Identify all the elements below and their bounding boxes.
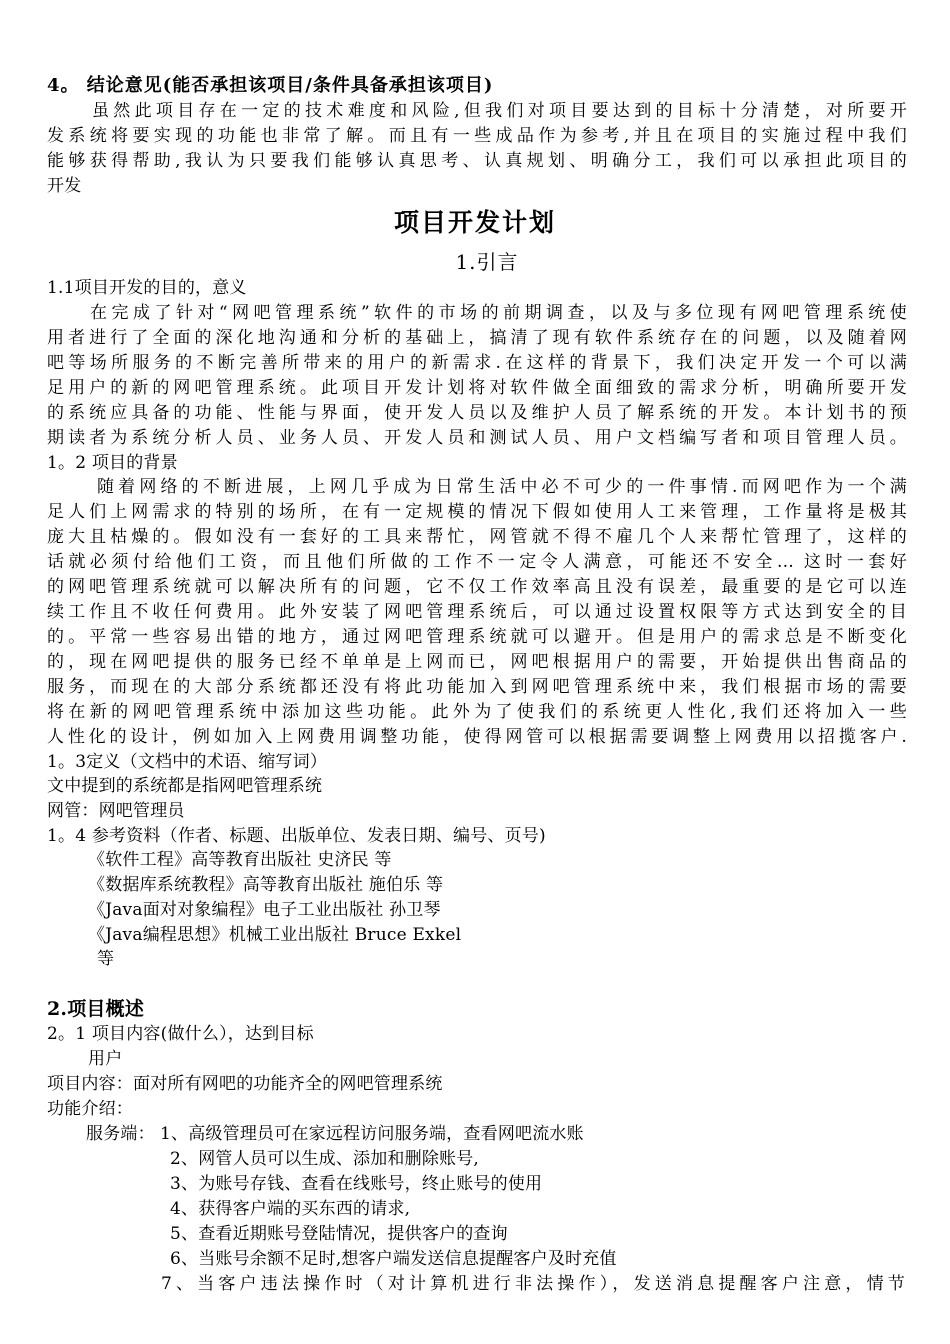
paragraph-line: 服务，而现在的大部分系统都还没有将此功能加入到网吧管理系统中来，我们根据市场的需要 [47, 677, 907, 697]
paragraph-line: 庞大且枯燥的。假如没有一套好的工具来帮忙，网管就不得不雇几个人来帮忙管理了，这样的 [47, 527, 907, 547]
reference-item: 《Java面对对象编程》电子工业出版社 孙卫琴 [88, 900, 441, 920]
document-title: 项目开发计划 [393, 208, 556, 237]
definition-line: 网管：网吧管理员 [47, 801, 185, 821]
user-label: 用户 [88, 1049, 123, 1069]
project-content-line: 项目内容：面对所有网吧的功能齐全的网吧管理系统 [47, 1074, 443, 1094]
section-2-heading: 2.项目概述 [47, 998, 145, 1020]
paragraph-line: 话就必须付给他们工资，而且他们所做的工作不一定令人满意，可能还不安全… 这时一套好 [47, 552, 907, 572]
function-item: 6、当账号余额不足时,想客户端发送信息提醒客户及时充值 [170, 1249, 617, 1269]
section-1-2-heading: 1。2 项目的背景 [47, 453, 178, 473]
function-item: 1、高级管理员可在家远程访问服务端，查看网吧流水账 [160, 1124, 584, 1144]
paragraph-line: 将在新的网吧管理系统中添加这些功能。此外为了使我们的系统更人性化,我们还将加入一些 [47, 702, 907, 722]
function-item: 4、获得客户端的买东西的请求, [170, 1199, 411, 1219]
paragraph-line: 人性化的设计，例如加入上网费用调整功能，使得网管可以根据需要调整上网费用以招揽客户. [47, 727, 907, 747]
server-label: 服务端： [86, 1124, 155, 1144]
paragraph-line: 的网吧管理系统就可以解决所有的问题，它不仅工作效率高且没有误差，最重要的是它可以连 [47, 577, 907, 597]
section-1-3-heading: 1。3定义（文档中的术语、缩写词） [47, 752, 328, 772]
conclusion-line: 开发 [47, 176, 82, 196]
function-intro-label: 功能介绍： [47, 1099, 133, 1119]
conclusion-line: 能够获得帮助,我认为只要我们能够认真思考、认真规划、明确分工，我们可以承担此项目的 [47, 151, 907, 171]
paragraph-line: 的，现在网吧提供的服务已经不单单是上网而已，网吧根据用户的需要，开始提供出售商品的 [47, 652, 907, 672]
paragraph-line: 在完成了针对“网吧管理系统”软件的市场的前期调查，以及与多位现有网吧管理系统使 [90, 303, 907, 323]
section-1-1-heading: 1.1项目开发的目的，意义 [47, 278, 247, 298]
paragraph-line: 足人们上网需求的特别的场所，在有一定规模的情况下假如使用人工来管理，工作量将是极其 [47, 502, 907, 522]
paragraph-line: 足用户的新的网吧管理系统。此项目开发计划将对软件做全面细致的需求分析，明确所要开发 [47, 378, 907, 398]
section-2-1-heading: 2。1 项目内容(做什么），达到目标 [47, 1024, 314, 1044]
paragraph-line: 随着网络的不断进展，上网几乎成为日常生活中必不可少的一件事情.而网吧作为一个满 [97, 477, 907, 497]
reference-item: 《软件工程》高等教育出版社 史济民 等 [88, 850, 392, 870]
function-item: 3、为账号存钱、查看在线账号，终止账号的使用 [170, 1174, 543, 1194]
paragraph-line: 期读者为系统分析人员、业务人员、开发人员和测试人员、用户文档编写者和项目管理人员。 [47, 428, 907, 448]
paragraph-line: 用者进行了全面的深化地沟通和分析的基础上，搞清了现有软件系统存在的问题，以及随着网 [47, 328, 907, 348]
reference-item: 等 [97, 949, 115, 969]
definition-line: 文中提到的系统都是指网吧管理系统 [47, 776, 323, 796]
reference-item: 《Java编程思想》机械工业出版社 Bruce Exkel [88, 925, 462, 945]
conclusion-line: 发系统将要实现的功能也非常了解。而且有一些成品作为参考,并且在项目的实施过程中我们 [47, 126, 907, 146]
paragraph-line: 的。平常一些容易出错的地方，通过网吧管理系统就可以避开。但是用户的需求总是不断变化 [47, 627, 907, 647]
introduction-title: 1.引言 [455, 250, 519, 274]
reference-item: 《数据库系统教程》高等教育出版社 施伯乐 等 [88, 875, 444, 895]
section-1-4-heading: 1。4 参考资料（作者、标题、出版单位、发表日期、编号、页号) [47, 826, 546, 846]
conclusion-line: 虽然此项目存在一定的技术难度和风险,但我们对项目要达到的目标十分清楚，对所要开 [92, 101, 907, 121]
function-item: 5、查看近期账号登陆情况，提供客户的查询 [170, 1224, 508, 1244]
paragraph-line: 续工作且不收任何费用。此外安装了网吧管理系统后，可以通过设置权限等方式达到安全的目 [47, 602, 907, 622]
conclusion-heading: 4。 结论意见(能否承担该项目/条件具备承担该项目) [47, 75, 494, 96]
function-item: 7、当客户违法操作时（对计算机进行非法操作），发送消息提醒客户注意，情节 [161, 1274, 905, 1294]
paragraph-line: 吧等场所服务的不断完善所带来的用户的新需求.在这样的背景下，我们决定开发一个可以满 [47, 353, 907, 373]
paragraph-line: 的系统应具备的功能、性能与界面，使开发人员以及维护人员了解系统的开发。本计划书的预 [47, 403, 907, 423]
function-item: 2、网管人员可以生成、添加和删除账号, [170, 1149, 480, 1169]
